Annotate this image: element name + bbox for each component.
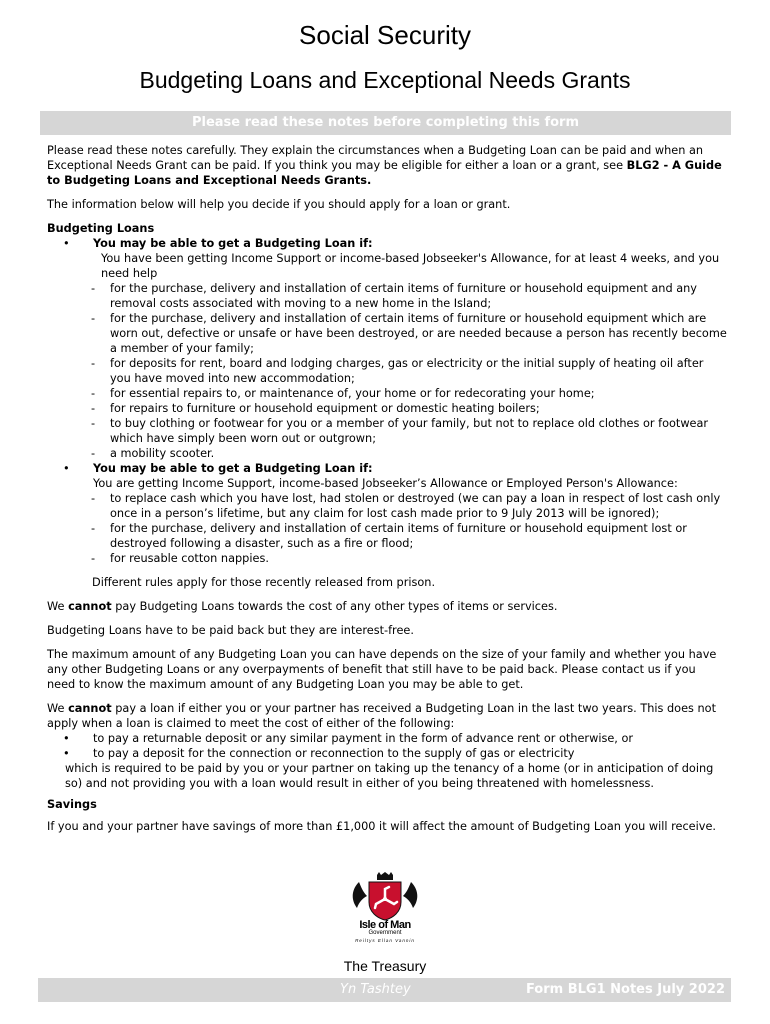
dash-icon: - bbox=[91, 552, 96, 565]
group1-lead: • You may be able to get a Budgeting Loan if: bbox=[63, 237, 373, 250]
list-item: - to buy clothing or footwear for you or a member of your family, but not to replace old clothes or footwear which have simply been worn out or outgrown; bbox=[91, 417, 709, 445]
savings-heading: Savings bbox=[47, 798, 97, 811]
notice-bar: Please read these notes before completing this form bbox=[40, 111, 731, 135]
tenancy-paragraph: which is required to be paid by you or your partner on taking up the tenancy of a home (or in anticipation of doing so) and not providing you with a loan would result in either of you being threatened with homelessness. bbox=[65, 762, 714, 790]
logo-motto: Reiltys Ellan Vannin bbox=[355, 938, 415, 943]
budgeting-loans-heading: Budgeting Loans bbox=[47, 222, 155, 235]
list-item: - a mobility scooter. bbox=[91, 447, 215, 460]
maximum-paragraph: The maximum amount of any Budgeting Loan you can have depends on the size of your family and whether you have any other Budgeting Loans or any overpayments of benefit that still have to be paid back. Please contact us if you need to know the maximum amount of any Budgeting Loan you may be able to get. bbox=[47, 648, 717, 691]
intro-paragraph: Please read these notes carefully. They explain the circumstances when a Budgeting Loan can be paid and when an Exceptional Needs Grant can be paid. If you think you may be eligible for either a loan or a grant, see BLG2 - A Guide to Budgeting Loans and Exceptional Needs Grants. bbox=[47, 144, 722, 187]
logo-text bbox=[340, 919, 430, 943]
list-item: - for repairs to furniture or household equipment or domestic heating boilers; bbox=[91, 402, 540, 415]
page-title: Social Security bbox=[299, 20, 471, 50]
footer-manx-name: Yn Tashtey bbox=[340, 982, 411, 997]
cannot-pay-paragraph: We cannot pay Budgeting Loans towards the cost of any other types of items or services. bbox=[47, 600, 558, 613]
page-subtitle: Budgeting Loans and Exceptional Needs Grants bbox=[139, 67, 631, 93]
two-years-paragraph: We cannot pay a loan if either you or your partner has received a Budgeting Loan in the last two years. This does not apply when a loan is claimed to meet the cost of either of the following: bbox=[47, 702, 717, 730]
dash-icon: - bbox=[91, 447, 96, 460]
logo-name: Isle of Man bbox=[359, 919, 411, 931]
form-reference: Form BLG1 Notes July 2022 bbox=[525, 982, 725, 997]
group1-list bbox=[47, 281, 727, 461]
logo-sub: Government bbox=[368, 930, 402, 936]
paid-back-paragraph: Budgeting Loans have to be paid back but they are interest-free. bbox=[47, 624, 414, 637]
list-item: - for deposits for rent, board and lodging charges, gas or electricity or the initial supply of heating oil after you have moved into new accommodation; bbox=[91, 357, 704, 385]
dash-icon: - bbox=[91, 387, 96, 400]
footer-bar bbox=[38, 978, 731, 1002]
notes-content bbox=[47, 143, 727, 843]
group2-condition: You are getting Income Support, income-based Jobseeker’s Allowance or Employed Person's Allowance: bbox=[93, 477, 678, 490]
list-item: - for the purchase, delivery and installation of certain items of furniture or household equipment which are worn out, defective or unsafe or have been destroyed, or are needed because a person has recently become a member of your family; bbox=[91, 312, 727, 355]
guide-reference: BLG2 - A Guide to Budgeting Loans and Exceptional Needs Grants. bbox=[47, 159, 722, 187]
dash-icon: - bbox=[91, 522, 96, 535]
intro-paragraph-2: The information below will help you decide if you should apply for a loan or grant. bbox=[47, 198, 511, 211]
list-item: • to pay a deposit for the connection or reconnection to the supply of gas or electricity bbox=[63, 747, 575, 760]
bullet-icon: • bbox=[63, 747, 70, 760]
group1-condition: You have been getting Income Support or income-based Jobseeker's Allowance, for at least 4 weeks, and you need help bbox=[101, 252, 720, 280]
bullet-icon: • bbox=[63, 462, 70, 475]
list-item: - for the purchase, delivery and installation of certain items of furniture or household equipment lost or destroyed following a disaster, such as a fire or flood; bbox=[91, 522, 687, 550]
list-item: - for the purchase, delivery and installation of certain items of furniture or household equipment and any removal costs associated with moving to a new home in the Island; bbox=[91, 282, 697, 310]
group2-list bbox=[47, 491, 727, 566]
bullet-icon: • bbox=[63, 732, 70, 745]
dash-icon: - bbox=[91, 282, 96, 295]
prison-note: Different rules apply for those recently released from prison. bbox=[92, 576, 436, 589]
list-item: - for essential repairs to, or maintenance of, your home or for redecorating your home; bbox=[91, 387, 595, 400]
dash-icon: - bbox=[91, 312, 96, 325]
group2-lead: • You may be able to get a Budgeting Loan if: bbox=[63, 462, 373, 475]
dash-icon: - bbox=[91, 417, 96, 430]
dash-icon: - bbox=[91, 492, 96, 505]
dash-icon: - bbox=[91, 402, 96, 415]
list-item: - for reusable cotton nappies. bbox=[91, 552, 269, 565]
department-name: The Treasury bbox=[343, 958, 427, 974]
bullet-icon: • bbox=[63, 237, 70, 250]
list-item: • to pay a returnable deposit or any similar payment in the form of advance rent or otherwise, or bbox=[63, 732, 634, 745]
savings-paragraph: If you and your partner have savings of more than £1,000 it will affect the amount of Budgeting Loan you will receive. bbox=[47, 820, 716, 833]
dash-icon: - bbox=[91, 357, 96, 370]
list-item: - to replace cash which you have lost, had stolen or destroyed (we can pay a loan in respect of lost cash only once in a person’s lifetime, but any claim for lost cash made prior to 9 July 2013 will be ignored); bbox=[91, 492, 721, 520]
